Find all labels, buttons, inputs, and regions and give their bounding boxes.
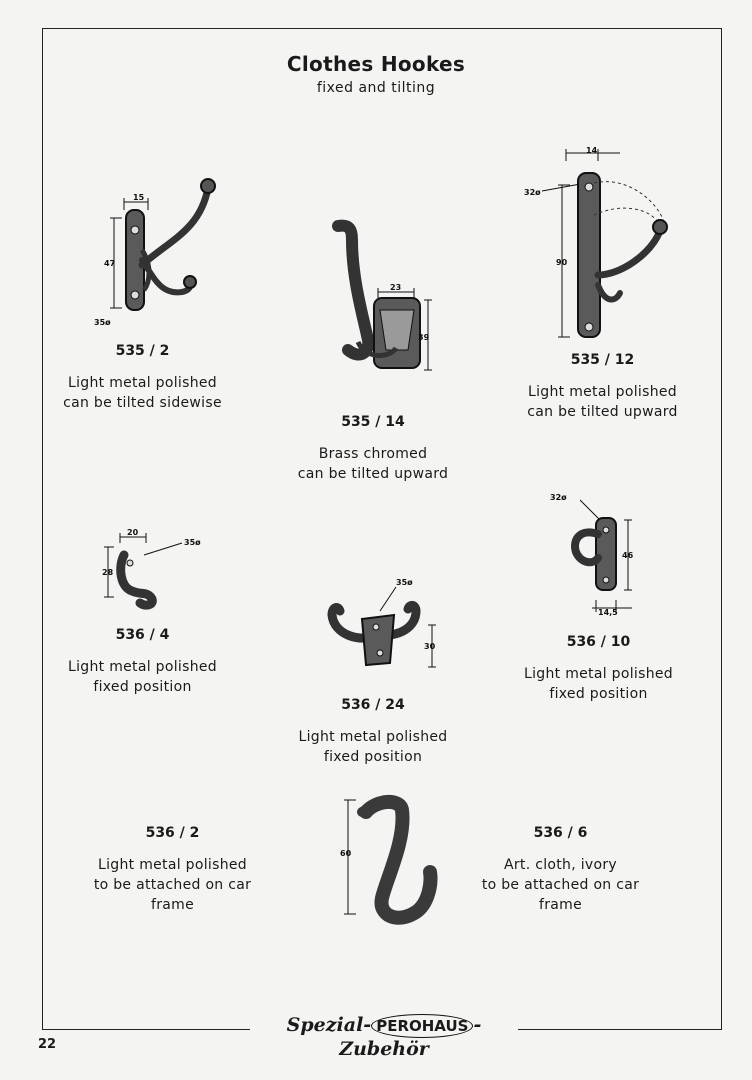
product-code: 536 / 6 [533, 825, 588, 841]
product-description-line: Light metal polished [68, 659, 217, 675]
hook-large-illustration [336, 790, 446, 930]
hook-535-12-illustration [520, 145, 680, 345]
product-description-line: Light metal polished [68, 375, 217, 391]
dimension-label: 30 [424, 642, 436, 651]
page-title: Clothes Hookes [286, 52, 466, 76]
hook-body [575, 532, 598, 562]
product-description-line: Light metal polished [524, 666, 673, 682]
mounting-plate [578, 173, 600, 337]
product-code: 535 / 14 [341, 414, 405, 430]
brand-footer [250, 1014, 518, 1060]
product-description-line: frame [150, 897, 194, 913]
product-536-4 [50, 627, 235, 697]
hook-535-14-illustration [330, 220, 450, 380]
dimension-label: 23 [390, 283, 402, 292]
product-code: 536 / 4 [115, 627, 170, 643]
hook-536-10-illustration [540, 490, 660, 620]
dimension-label: 28 [102, 568, 114, 577]
dimension-label: 46 [622, 551, 634, 560]
product-536-24 [283, 697, 463, 767]
dimension-label: 20 [127, 528, 139, 537]
dimension-label: 90 [556, 258, 568, 267]
product-description-line: to be attached on car [481, 877, 640, 893]
dimension-label: 35ø [94, 318, 111, 327]
product-description-line: fixed position [323, 749, 423, 765]
product-535-12 [510, 352, 695, 422]
hook-536-24-illustration [320, 575, 450, 675]
dimension-label: 35ø [396, 578, 413, 587]
brand-logo: PEROHAUS [371, 1014, 473, 1038]
dimension-label: 32ø [524, 188, 541, 197]
hook-arm [338, 226, 368, 355]
product-536-2 [80, 825, 265, 915]
hook-body [121, 555, 153, 605]
product-description-line: can be tilted sidewise [63, 395, 222, 411]
product-description-line: Art. cloth, ivory [503, 857, 618, 873]
hook-tip [201, 179, 215, 193]
product-code: 535 / 2 [115, 343, 170, 359]
mounting-plate [362, 615, 394, 665]
page-number: 22 [38, 1037, 57, 1052]
screw [603, 527, 609, 533]
screw [585, 323, 593, 331]
screw [127, 560, 133, 566]
product-code: 536 / 10 [566, 634, 631, 650]
product-description-line: can be tilted upward [297, 466, 449, 482]
product-535-14 [283, 414, 463, 484]
product-description-line: fixed position [93, 679, 192, 695]
product-code: 535 / 12 [570, 352, 635, 368]
screw [603, 577, 609, 583]
hook-535-2-illustration [94, 170, 240, 330]
product-description-line: Brass chromed [318, 446, 428, 462]
dimension-label: 15 [133, 193, 145, 202]
product-code: 536 / 24 [341, 697, 405, 713]
product-description-line: Light metal polished [98, 857, 247, 873]
product-code: 536 / 2 [145, 825, 200, 841]
product-description-line: Light metal polished [298, 729, 448, 745]
brand-left: Spezial- [286, 1014, 372, 1036]
product-description-line: to be attached on car [93, 877, 252, 893]
dimension-label: 47 [104, 259, 116, 268]
product-description-line: Light metal polished [528, 384, 677, 400]
product-description-line: can be tilted upward [527, 404, 678, 420]
product-535-2 [50, 343, 235, 413]
dimension-label: 32ø [550, 493, 567, 502]
hook-body [366, 802, 430, 918]
screw [131, 226, 139, 234]
dimension-label: 14 [586, 146, 598, 155]
product-description-line: frame [538, 897, 582, 913]
product-description-line: fixed position [549, 686, 648, 702]
product-536-6 [468, 825, 653, 915]
screw [377, 650, 383, 656]
hook-536-4-illustration [100, 525, 220, 615]
hook-arm [142, 188, 208, 265]
product-536-10 [506, 634, 691, 704]
screw [373, 624, 379, 630]
dimension-label: 35ø [184, 538, 201, 547]
dimension-label: 14,5 [598, 608, 618, 617]
hook-arm [598, 231, 660, 275]
dimension-label: 60 [340, 849, 352, 858]
screw [585, 183, 593, 191]
page-subtitle: fixed and tilting [316, 80, 436, 96]
brand-right: -Zubehör [339, 1014, 482, 1060]
screw [131, 291, 139, 299]
dimension-label: 39 [418, 333, 430, 342]
